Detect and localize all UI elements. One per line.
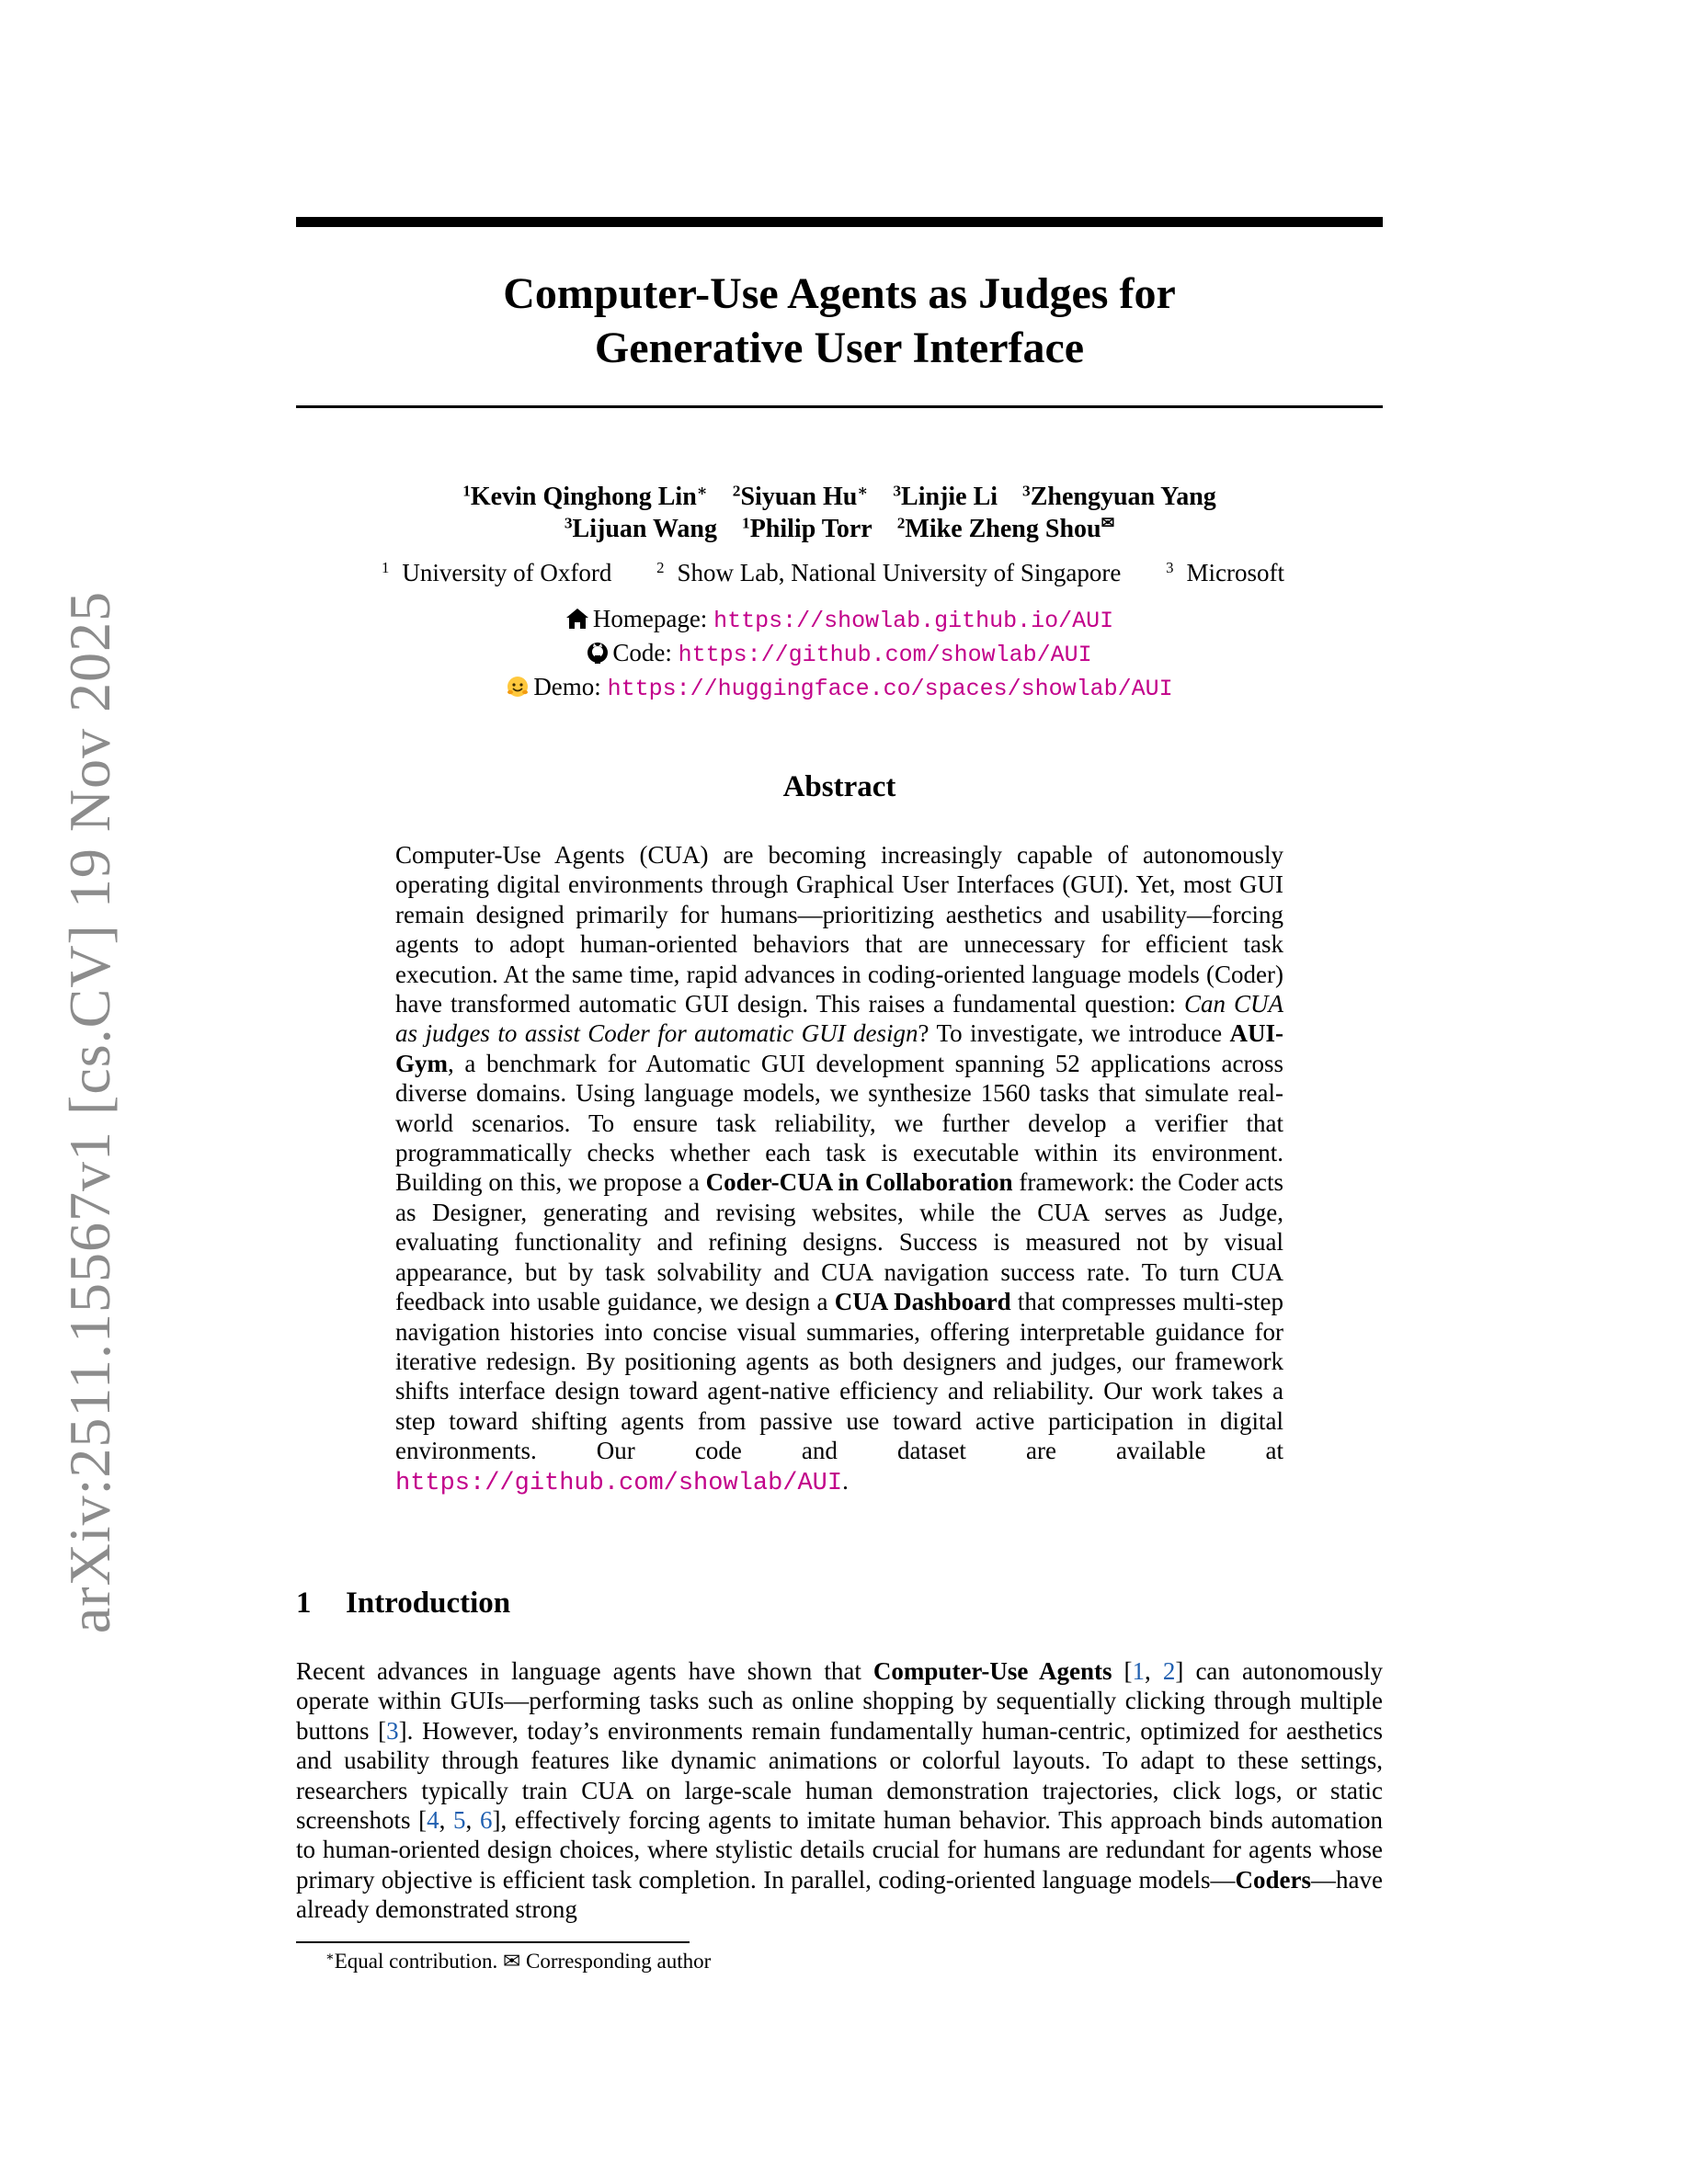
introduction-paragraph: Recent advances in language agents have shown that Computer-Use Agents [1, 2] can autonomously operate within GUIs—performing tasks such as online shopping by sequentially clicking through multiple buttons [3]. However, today’s environments remain fundamentally human-centric, optimized for aesthetics and usability through features like dynamic animations or colorful layouts. To adapt to these settings, researchers typically train CUA on large-scale human demonstration trajectories, click logs, or static screenshots [4, 5, 6], effectively forcing agents to imitate human behavior. This approach binds automation to human-oriented design choices, where stylistic details crucial for humans are redundant for agents whose primary objective is efficient task completion. In parallel, coding-oriented language models—Coders—have already demonstrated strong	[296, 1657, 1384, 1924]
abstract-heading: Abstract	[782, 770, 896, 803]
author: $^3$Lijuan Wang	[564, 514, 717, 543]
author: $^1$Philip Torr	[742, 514, 873, 543]
code-row	[296, 637, 1383, 671]
github-icon	[587, 640, 609, 671]
homepage-label: Homepage:	[592, 605, 708, 632]
project-links	[296, 603, 1383, 705]
demo-label: Demo:	[533, 673, 601, 700]
demo-row	[296, 671, 1383, 705]
footnote: ∗Equal contribution. ✉ Corresponding author	[325, 1950, 712, 1973]
demo-link[interactable]: https://huggingface.co/spaces/showlab/AUI	[607, 676, 1173, 702]
abstract-code-link[interactable]: https://github.com/showlab/AUI	[395, 1469, 843, 1497]
code-link[interactable]: https://github.com/showlab/AUI	[678, 642, 1092, 668]
affiliation: $^1$ University of Oxford	[382, 558, 612, 586]
section-heading-introduction: 1 Introduction	[296, 1587, 511, 1620]
author: $^2$Siyuan Hu∗	[732, 482, 869, 511]
citation-link[interactable]: 4	[427, 1806, 439, 1835]
citation-link[interactable]: 6	[479, 1806, 493, 1835]
title-line-2: Generative User Interface	[594, 324, 1085, 372]
citation-link[interactable]: 3	[386, 1716, 399, 1745]
citation-link[interactable]: 5	[453, 1806, 466, 1835]
envelope-icon: ✉	[1101, 514, 1115, 532]
footnote-rule	[296, 1941, 690, 1943]
affiliation: $^3$ Microsoft	[1166, 558, 1284, 586]
affiliation: $^2$ Show Lab, National University of Singapore	[656, 558, 1122, 586]
author: $^3$Zhengyuan Yang	[1022, 482, 1216, 511]
envelope-icon: ✉	[503, 1950, 521, 1973]
affiliation-list	[296, 557, 1383, 588]
citation-link[interactable]: 2	[1162, 1657, 1176, 1685]
abstract-text: Computer-Use Agents (CUA) are becoming increasingly capable of autonomously operating digital environments through Graphical User Interfaces (GUI). Yet, most GUI remain designed primarily for humans—prioritizing aesthetics and usability—forcing agents to adopt human-oriented behaviors that are unnecessary for efficient task execution. At the same time, rapid advances in coding-oriented language models (Coder) have transformed automatic GUI design. This raises a fundamental question: Can CUA as judges to assist Coder for automatic GUI design? To investigate, we introduce AUI-Gym, a benchmark for Automatic GUI development spanning 52 applications across diverse domains. Using language models, we synthesize 1560 tasks that simulate real-world scenarios. To ensure task reliability, we further develop a verifier that programmatically checks whether each task is executable within its environment. Building on this, we propose a Coder-CUA in Collaboration framework: the Coder acts as Designer, generating and revising websites, while the CUA serves as Judge, evaluating functionality and refining designs. Success is measured not by visual appearance, but by task solvability and CUA navigation success rate. To turn CUA feedback into usable guidance, we design a CUA Dashboard that compresses multi-step navigation histories into concise visual summaries, offering interpretable guidance for iterative redesign. By positioning agents as both designers and judges, our framework shifts interface design toward agent-native efficiency and reliability. Our work takes a step toward shifting agents from passive use toward active participation in digital environments. Our code and dataset are available at https://github.com/showlab/AUI.	[395, 841, 1283, 1497]
author-list	[296, 481, 1383, 545]
title-top-rule	[296, 217, 1383, 227]
paper-title	[296, 267, 1383, 375]
homepage-link[interactable]: https://showlab.github.io/AUI	[713, 608, 1114, 634]
homepage-row	[296, 603, 1383, 637]
author: $^3$Linjie Li	[893, 482, 998, 511]
home-icon	[565, 606, 589, 637]
author: $^2$Mike Zheng Shou✉	[896, 514, 1115, 543]
author: $^1$Kevin Qinghong Lin∗	[462, 482, 708, 511]
title-bottom-rule	[296, 405, 1383, 408]
title-line-1: Computer-Use Agents as Judges for	[503, 269, 1176, 318]
hugging-face-icon	[506, 674, 530, 705]
citation-link[interactable]: 1	[1132, 1657, 1146, 1685]
arxiv-stamp: arXiv:2511.15567v1 [cs.CV] 19 Nov 2025	[57, 590, 122, 1634]
code-label: Code:	[612, 639, 672, 666]
